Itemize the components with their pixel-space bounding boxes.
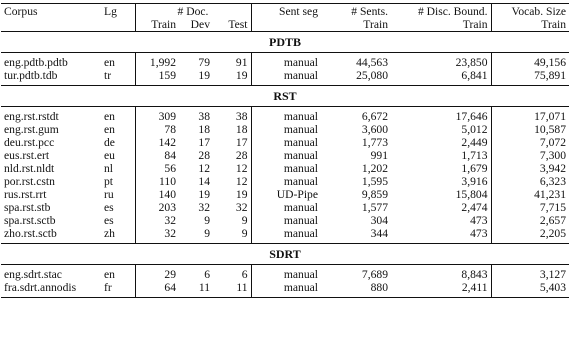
cell-test: 11 bbox=[213, 281, 251, 298]
table-row bbox=[1, 281, 569, 298]
cell-sents: 44,563 bbox=[356, 55, 388, 69]
cell-lg: ru bbox=[104, 187, 114, 201]
table-row bbox=[1, 227, 569, 244]
cell-test: 32 bbox=[235, 200, 248, 214]
cell-test: 9 bbox=[241, 213, 248, 227]
cell-disc: 3,916 bbox=[461, 174, 488, 188]
cell-dev: 14 bbox=[198, 174, 210, 188]
table-row bbox=[1, 136, 569, 149]
header-corpus: Corpus bbox=[1, 4, 101, 19]
cell-corpus: eng.rst.rstdt bbox=[4, 109, 59, 123]
table-row bbox=[1, 149, 569, 162]
cell-train: 78 bbox=[135, 123, 179, 136]
cell-corpus: deu.rst.pcc bbox=[4, 135, 55, 149]
cell-vocab: 2,205 bbox=[491, 227, 569, 244]
cell-vocab: 3,127 bbox=[491, 265, 569, 282]
cell-train: 32 bbox=[135, 214, 179, 227]
cell-disc: 6,841 bbox=[461, 68, 488, 82]
cell-vocab: 75,891 bbox=[491, 69, 569, 86]
header-disc: # Disc. Bound. bbox=[391, 4, 491, 19]
cell-lg: en bbox=[104, 55, 115, 69]
header-vocab-sub: Train bbox=[491, 18, 569, 32]
cell-disc: 473 bbox=[470, 213, 488, 227]
cell-test: 19 bbox=[235, 68, 248, 82]
table-row bbox=[1, 188, 569, 201]
cell-test: 91 bbox=[235, 55, 248, 69]
cell-dev: 11 bbox=[179, 281, 213, 298]
cell-train: 110 bbox=[135, 175, 179, 188]
section-header-row bbox=[1, 32, 569, 53]
cell-test: 18 bbox=[235, 122, 248, 136]
cell-disc: 15,804 bbox=[455, 187, 488, 201]
cell-vocab: 2,657 bbox=[491, 214, 569, 227]
cell-vocab: 6,323 bbox=[491, 175, 569, 188]
corpus-statistics-table bbox=[1, 3, 569, 298]
cell-disc: 2,449 bbox=[461, 135, 488, 149]
cell-vocab: 7,072 bbox=[491, 136, 569, 149]
cell-test: 6 bbox=[241, 267, 248, 281]
cell-seg: manual bbox=[251, 201, 321, 214]
section-title: SDRT bbox=[1, 244, 569, 265]
header-row-2 bbox=[1, 18, 569, 32]
section-title: PDTB bbox=[1, 32, 569, 53]
table-row bbox=[1, 265, 569, 282]
cell-train: 159 bbox=[135, 69, 179, 86]
cell-vocab: 49,156 bbox=[491, 53, 569, 70]
cell-seg: manual bbox=[251, 107, 321, 124]
section-header-row bbox=[1, 244, 569, 265]
cell-train: 56 bbox=[135, 162, 179, 175]
cell-disc: 5,012 bbox=[461, 122, 488, 136]
cell-test: 38 bbox=[235, 109, 248, 123]
table-row bbox=[1, 175, 569, 188]
cell-disc: 1,679 bbox=[461, 161, 488, 175]
cell-lg: nl bbox=[104, 161, 114, 175]
table-row bbox=[1, 214, 569, 227]
cell-corpus: spa.rst.sctb bbox=[4, 213, 56, 227]
header-train: Train bbox=[135, 18, 179, 32]
cell-corpus: eng.pdtb.pdtb bbox=[4, 55, 68, 69]
cell-lg: es bbox=[104, 200, 114, 214]
cell-train: 64 bbox=[135, 281, 179, 298]
cell-dev: 38 bbox=[198, 109, 210, 123]
cell-test: 28 bbox=[235, 148, 248, 162]
cell-seg: manual bbox=[251, 227, 321, 244]
cell-disc: 17,646 bbox=[455, 109, 488, 123]
header-test: Test bbox=[228, 17, 248, 31]
cell-dev: 79 bbox=[198, 55, 210, 69]
cell-sents: 7,689 bbox=[361, 267, 388, 281]
cell-sents: 304 bbox=[370, 213, 388, 227]
cell-corpus: eng.sdrt.stac bbox=[4, 267, 62, 281]
cell-lg: en bbox=[104, 122, 115, 136]
cell-dev: 18 bbox=[198, 122, 210, 136]
cell-sents: 6,672 bbox=[361, 109, 388, 123]
cell-sents: 991 bbox=[370, 148, 388, 162]
cell-dev: 19 bbox=[198, 187, 210, 201]
cell-dev: 17 bbox=[198, 135, 210, 149]
cell-seg: manual bbox=[251, 162, 321, 175]
cell-seg: manual bbox=[251, 123, 321, 136]
cell-test: 9 bbox=[241, 226, 248, 240]
cell-train: 29 bbox=[135, 265, 179, 282]
cell-seg: manual bbox=[251, 136, 321, 149]
cell-seg: manual bbox=[251, 214, 321, 227]
cell-lg: tr bbox=[104, 68, 112, 82]
cell-train: 309 bbox=[135, 107, 179, 124]
cell-dev: 19 bbox=[198, 68, 210, 82]
cell-lg: zh bbox=[104, 226, 115, 240]
cell-disc: 2,474 bbox=[461, 200, 488, 214]
header-sent-seg: Sent seg bbox=[251, 4, 321, 19]
cell-corpus: zho.rst.sctb bbox=[4, 226, 57, 240]
cell-seg: manual bbox=[251, 175, 321, 188]
cell-corpus: spa.rst.stb bbox=[4, 200, 51, 214]
table-row bbox=[1, 69, 569, 86]
cell-corpus: eus.rst.ert bbox=[4, 148, 50, 162]
header-nsents: # Sents. bbox=[321, 4, 391, 19]
section-header-row bbox=[1, 86, 569, 107]
cell-test: 19 bbox=[235, 187, 248, 201]
cell-sents: 9,859 bbox=[361, 187, 388, 201]
header-ndoc: # Doc. bbox=[135, 4, 251, 19]
cell-sents: 1,595 bbox=[361, 174, 388, 188]
cell-train: 1,992 bbox=[135, 53, 179, 70]
cell-test: 12 bbox=[235, 161, 248, 175]
cell-vocab: 10,587 bbox=[491, 123, 569, 136]
table-row bbox=[1, 162, 569, 175]
header-disc-sub: Train bbox=[462, 17, 488, 31]
cell-seg: manual bbox=[251, 149, 321, 162]
cell-lg: fr bbox=[101, 281, 135, 298]
cell-test: 12 bbox=[235, 174, 248, 188]
cell-seg: manual bbox=[251, 281, 321, 298]
cell-lg: en bbox=[104, 109, 115, 123]
cell-lg: pt bbox=[104, 174, 114, 188]
cell-corpus: tur.pdtb.tdb bbox=[4, 68, 58, 82]
cell-disc: 1,713 bbox=[461, 148, 488, 162]
cell-seg: manual bbox=[251, 69, 321, 86]
header-dev: Dev bbox=[190, 17, 210, 31]
cell-sents: 3,600 bbox=[361, 122, 388, 136]
cell-lg: de bbox=[104, 135, 115, 149]
cell-train: 140 bbox=[135, 188, 179, 201]
cell-disc: 8,843 bbox=[461, 267, 488, 281]
table-row bbox=[1, 123, 569, 136]
cell-corpus: por.rst.cstn bbox=[4, 174, 55, 188]
cell-sents: 1,202 bbox=[361, 161, 388, 175]
cell-corpus: rus.rst.rrt bbox=[4, 187, 47, 201]
cell-vocab: 5,403 bbox=[491, 281, 569, 298]
cell-vocab: 17,071 bbox=[491, 107, 569, 124]
cell-test: 17 bbox=[235, 135, 248, 149]
cell-dev: 9 bbox=[204, 226, 210, 240]
cell-seg: UD-Pipe bbox=[251, 188, 321, 201]
cell-lg: es bbox=[104, 213, 114, 227]
cell-sents: 880 bbox=[321, 281, 391, 298]
cell-corpus: fra.sdrt.annodis bbox=[1, 281, 101, 298]
table-row bbox=[1, 53, 569, 70]
cell-sents: 344 bbox=[370, 226, 388, 240]
cell-train: 142 bbox=[135, 136, 179, 149]
header-nsents-sub: Train bbox=[363, 17, 388, 31]
header-row-1 bbox=[1, 4, 569, 19]
cell-dev: 9 bbox=[204, 213, 210, 227]
cell-seg: manual bbox=[251, 53, 321, 70]
cell-dev: 6 bbox=[204, 267, 210, 281]
section-title: RST bbox=[1, 86, 569, 107]
cell-sents: 1,773 bbox=[361, 135, 388, 149]
cell-corpus: nld.rst.nldt bbox=[4, 161, 55, 175]
cell-lg: en bbox=[104, 267, 115, 281]
table-row bbox=[1, 201, 569, 214]
table-row bbox=[1, 107, 569, 124]
cell-dev: 12 bbox=[198, 161, 210, 175]
cell-train: 84 bbox=[135, 149, 179, 162]
cell-disc: 473 bbox=[470, 226, 488, 240]
cell-vocab: 7,300 bbox=[491, 149, 569, 162]
cell-sents: 1,577 bbox=[361, 200, 388, 214]
cell-vocab: 3,942 bbox=[491, 162, 569, 175]
cell-dev: 32 bbox=[198, 200, 210, 214]
cell-disc: 23,850 bbox=[455, 55, 488, 69]
cell-dev: 28 bbox=[198, 148, 210, 162]
cell-lg: eu bbox=[104, 148, 115, 162]
cell-train: 32 bbox=[135, 227, 179, 244]
cell-seg: manual bbox=[251, 265, 321, 282]
cell-vocab: 7,715 bbox=[491, 201, 569, 214]
header-vocab: Vocab. Size bbox=[491, 4, 569, 19]
cell-vocab: 41,231 bbox=[491, 188, 569, 201]
cell-train: 203 bbox=[135, 201, 179, 214]
cell-sents: 25,080 bbox=[356, 68, 388, 82]
header-lg: Lg bbox=[101, 4, 135, 19]
cell-disc: 2,411 bbox=[391, 281, 491, 298]
cell-corpus: eng.rst.gum bbox=[4, 122, 59, 136]
